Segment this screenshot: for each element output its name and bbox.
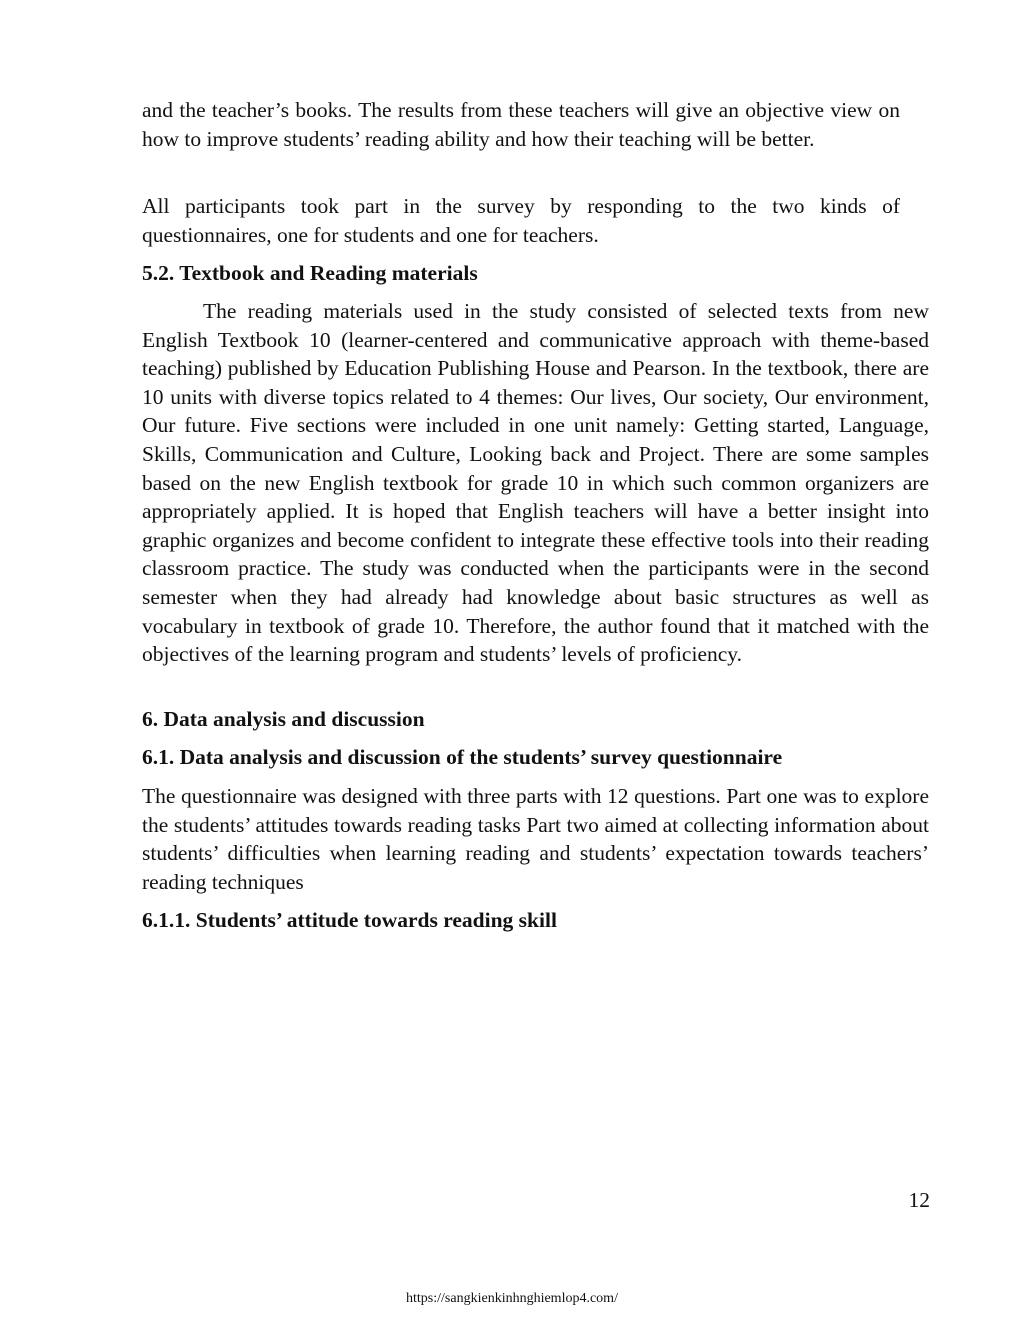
section-heading-6-1: 6.1. Data analysis and discussion of the students’ survey questionnaire <box>142 745 783 769</box>
paragraph-continued: and the teacher’s books. The results from these teachers will give an objective view on how to improve students’ reading ability and how their teaching will be better. <box>142 98 900 151</box>
page-number: 12 <box>908 1188 930 1212</box>
section-heading-6-1-1: 6.1.1. Students’ attitude towards reading skill <box>142 908 557 932</box>
paragraph-questionnaire: The questionnaire was designed with three parts with 12 questions. Part one was to explore the students’ attitudes towards reading tasks Part two aimed at collecting information about students’ difficulties when learning reading and students’ expectation towards teachers’ reading techniques <box>142 784 929 894</box>
section-heading-6: 6. Data analysis and discussion <box>142 707 425 731</box>
paragraph-participants: All participants took part in the survey by responding to the two kinds of questionnaires, one for students and one for teachers. <box>142 194 900 247</box>
footer-url: https://sangkienkinhnghiemlop4.com/ <box>406 1291 618 1306</box>
paragraph-reading-materials: The reading materials used in the study consisted of selected texts from new English Textbook 10 (learner-centered and communicative approach with theme-based teaching) published by Education Publishing House and Pearson. In the textbook, there are 10 units with diverse topics related to 4 themes: Our lives, Our society, Our environment, Our future. Five sections were included in one unit namely: Getting started, Language, Skills, Communication and Culture, Looking back and Project. There are some samples based on the new English textbook for grade 10 in which such common organizers are appropriately applied. It is hoped that English teachers will have a better insight into graphic organizes and become confident to integrate these effective tools into their reading classroom practice. The study was conducted when the participants were in the second semester when they had already had knowledge about basic structures as well as vocabulary in textbook of grade 10. Therefore, the author found that it matched with the objectives of the learning program and students’ levels of proficiency. <box>142 299 929 667</box>
section-heading-5-2: 5.2. Textbook and Reading materials <box>142 261 478 285</box>
